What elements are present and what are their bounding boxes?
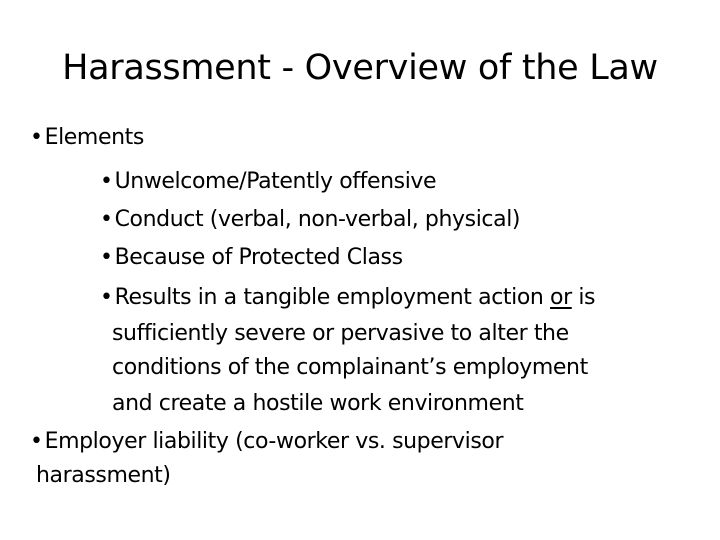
bullet-marker: •	[100, 245, 113, 270]
bullet-text: Results in a tangible employment action	[114, 285, 551, 310]
bullet-text: Elements	[44, 125, 144, 150]
sub-bullet-item	[100, 244, 403, 272]
bullet-continuation: harassment)	[36, 463, 171, 488]
bullet-marker: •	[30, 125, 43, 150]
bullet-continuation: and create a hostile work environment	[112, 391, 524, 416]
bullet-marker: •	[100, 169, 113, 194]
underlined-word: or	[550, 285, 572, 310]
bullet-item-employer-liability	[30, 428, 503, 456]
sub-bullet-item	[100, 168, 436, 196]
bullet-marker: •	[100, 285, 113, 310]
sub-bullet-item	[100, 284, 595, 312]
sub-bullet-item	[100, 206, 520, 234]
bullet-text: Employer liability (co-worker vs. supervisor	[44, 429, 504, 454]
bullet-text: Conduct (verbal, non-verbal, physical)	[114, 207, 521, 232]
bullet-item-elements	[30, 124, 144, 152]
bullet-text: Because of Protected Class	[114, 245, 403, 270]
bullet-continuation: conditions of the complainant’s employment	[112, 355, 588, 380]
bullet-text: Unwelcome/Patently offensive	[114, 169, 437, 194]
bullet-text: is	[571, 285, 596, 310]
bullet-continuation: sufficiently severe or pervasive to alter the	[112, 321, 569, 346]
bullet-marker: •	[100, 207, 113, 232]
slide-title: Harassment - Overview of the Law	[62, 48, 658, 88]
bullet-marker: •	[30, 429, 43, 454]
